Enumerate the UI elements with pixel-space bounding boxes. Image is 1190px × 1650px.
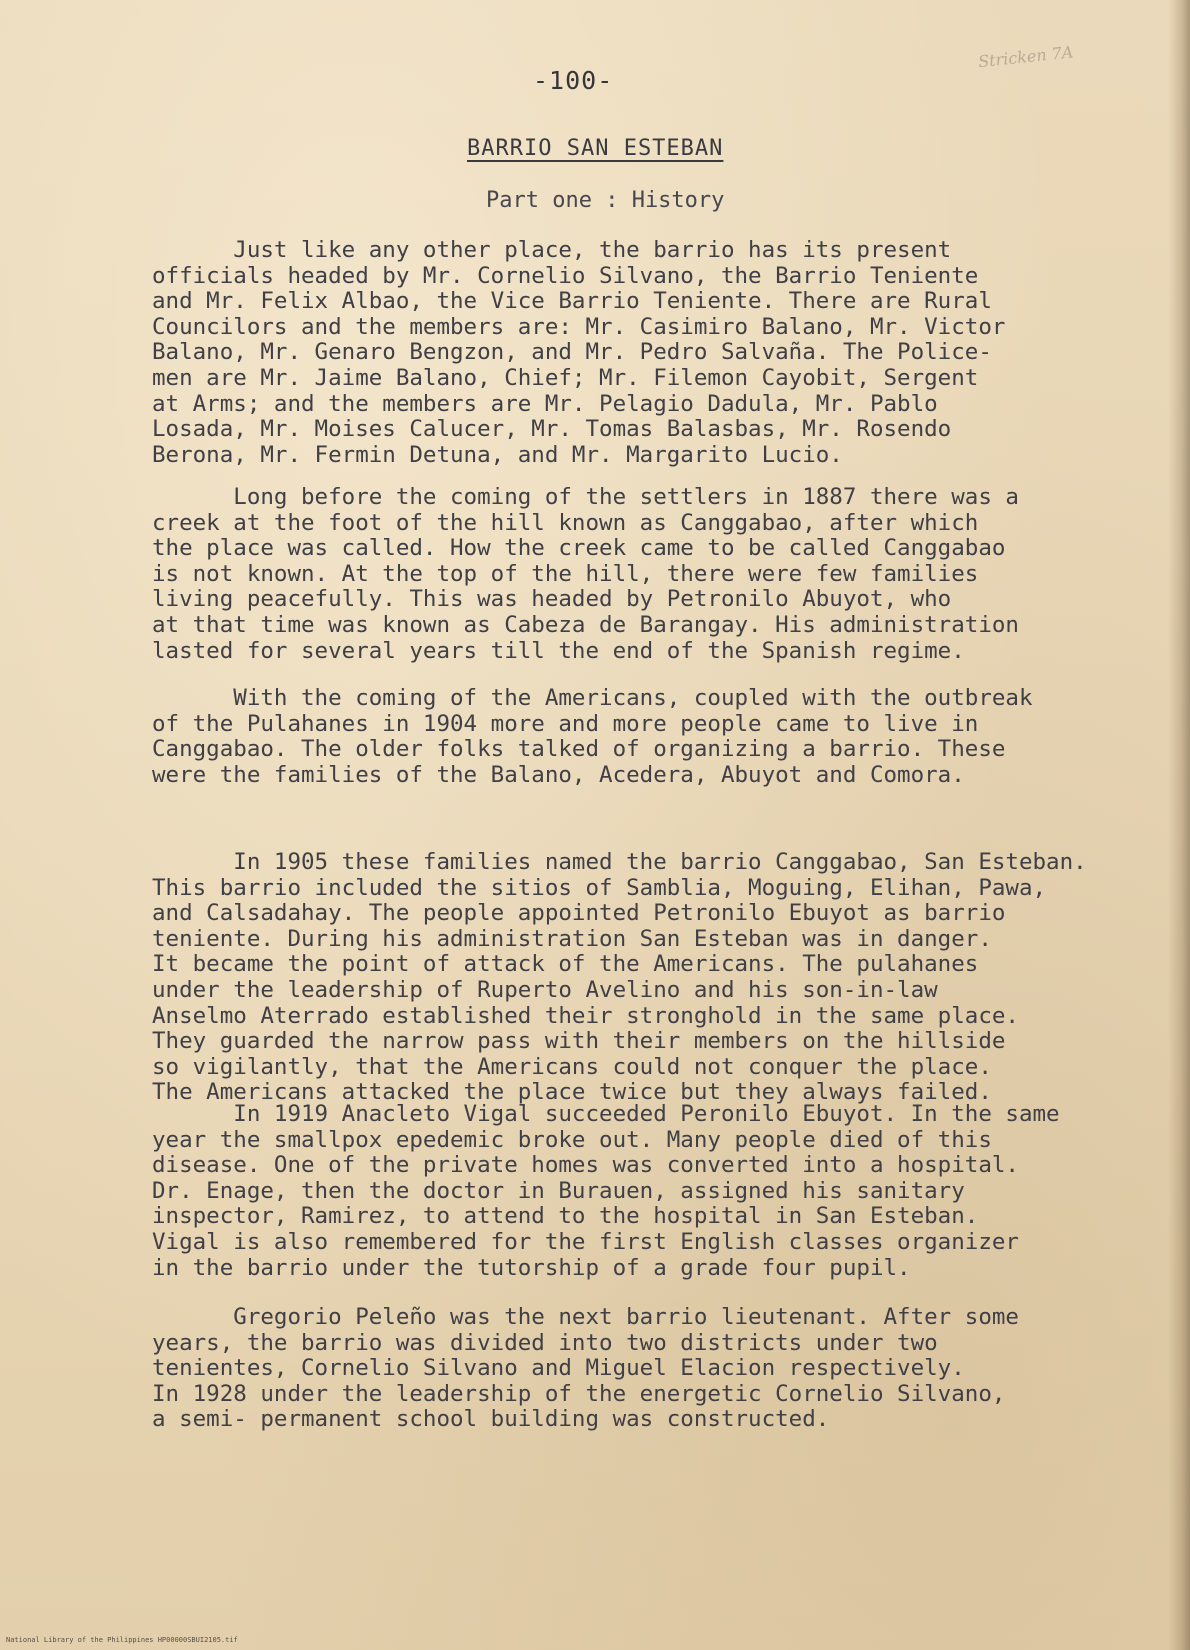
handwritten-corner-note: Stricken 7A: [977, 42, 1075, 72]
paragraph-officials: Just like any other place, the barrio has its present officials headed by Mr. Cornelio Silvano, the Barrio Teniente and Mr. Felix Albao, the Vice Barrio Teniente. There are Rural Councilors and the members are: Mr. Casimiro Balano, Mr. Victor Balano, Mr. Genaro Bengzon, and Mr. Pedro Salvaña. The Police- men are Mr. Jaime Balano, Chief; Mr. Filemon Cayobit, Sergent at Arms; and the members are Mr. Pelagio Dadula, Mr. Pablo Losada, Mr. Moises Calucer, Mr. Tomas Balasbas, Mr. Rosendo Berona, Mr. Fermin Detuna, and Mr. Margarito Lucio.: [152, 237, 1006, 468]
document-title: BARRIO SAN ESTEBAN: [467, 136, 724, 161]
paragraph-origin: Long before the coming of the settlers in 1887 there was a creek at the foot of the hill known as Canggabao, after which the place was called. How the creek came to be called Canggabao is not known. At the top of the hill, there were few families living peacefully. This was headed by Petronilo Abuyot, who at that time was known as Cabeza de Barangay. His administration lasted for several years till the end of the Spanish regime.: [152, 484, 1019, 664]
page-number: -100-: [533, 66, 614, 95]
paragraph-1928: Gregorio Peleño was the next barrio lieutenant. After some years, the barrio was divided into two districts under two tenientes, Cornelio Silvano and Miguel Elacion respectively. In 1928 under the leadership of the energetic Cornelio Silvano, a semi- permanent school building was constructed.: [152, 1304, 1019, 1433]
archive-footer: National Library of the Philippines HP00000SBUI2105.tif: [6, 1636, 238, 1644]
paragraph-americans: With the coming of the Americans, coupled with the outbreak of the Pulahanes in 1904 more and more people came to live in Canggabao. The older folks talked of organizing a barrio. These were the families of the Balano, Acedera, Abuyot and Comora.: [152, 685, 1033, 788]
paragraph-1919: In 1919 Anacleto Vigal succeeded Peronilo Ebuyot. In the same year the smallpox epedemic broke out. Many people died of this disease. One of the private homes was converted into a hospital. Dr. Enage, then the doctor in Burauen, assigned his sanitary inspector, Ramirez, to attend to the hospital in San Esteban. Vigal is also remembered for the first English classes organizer in the barrio under the tutorship of a grade four pupil.: [152, 1101, 1060, 1281]
paper-edge-shadow: [1168, 0, 1190, 1650]
section-subtitle: Part one : History: [486, 188, 725, 213]
paragraph-1905: In 1905 these families named the barrio Canggabao, San Esteban. This barrio included the sitios of Samblia, Moguing, Elihan, Pawa, and Calsadahay. The people appointed Petronilo Ebuyot as barrio teniente. During his administration San Esteban was in danger. It became the point of attack of the Americans. The pulahanes under the leadership of Ruperto Avelino and his son-in-law Anselmo Aterrado established their stronghold in the same place. They guarded the narrow pass with their members on the hillside so vigilantly, that the Americans could not conquer the place. The Americans attacked the place twice but they always failed.: [152, 849, 1087, 1106]
